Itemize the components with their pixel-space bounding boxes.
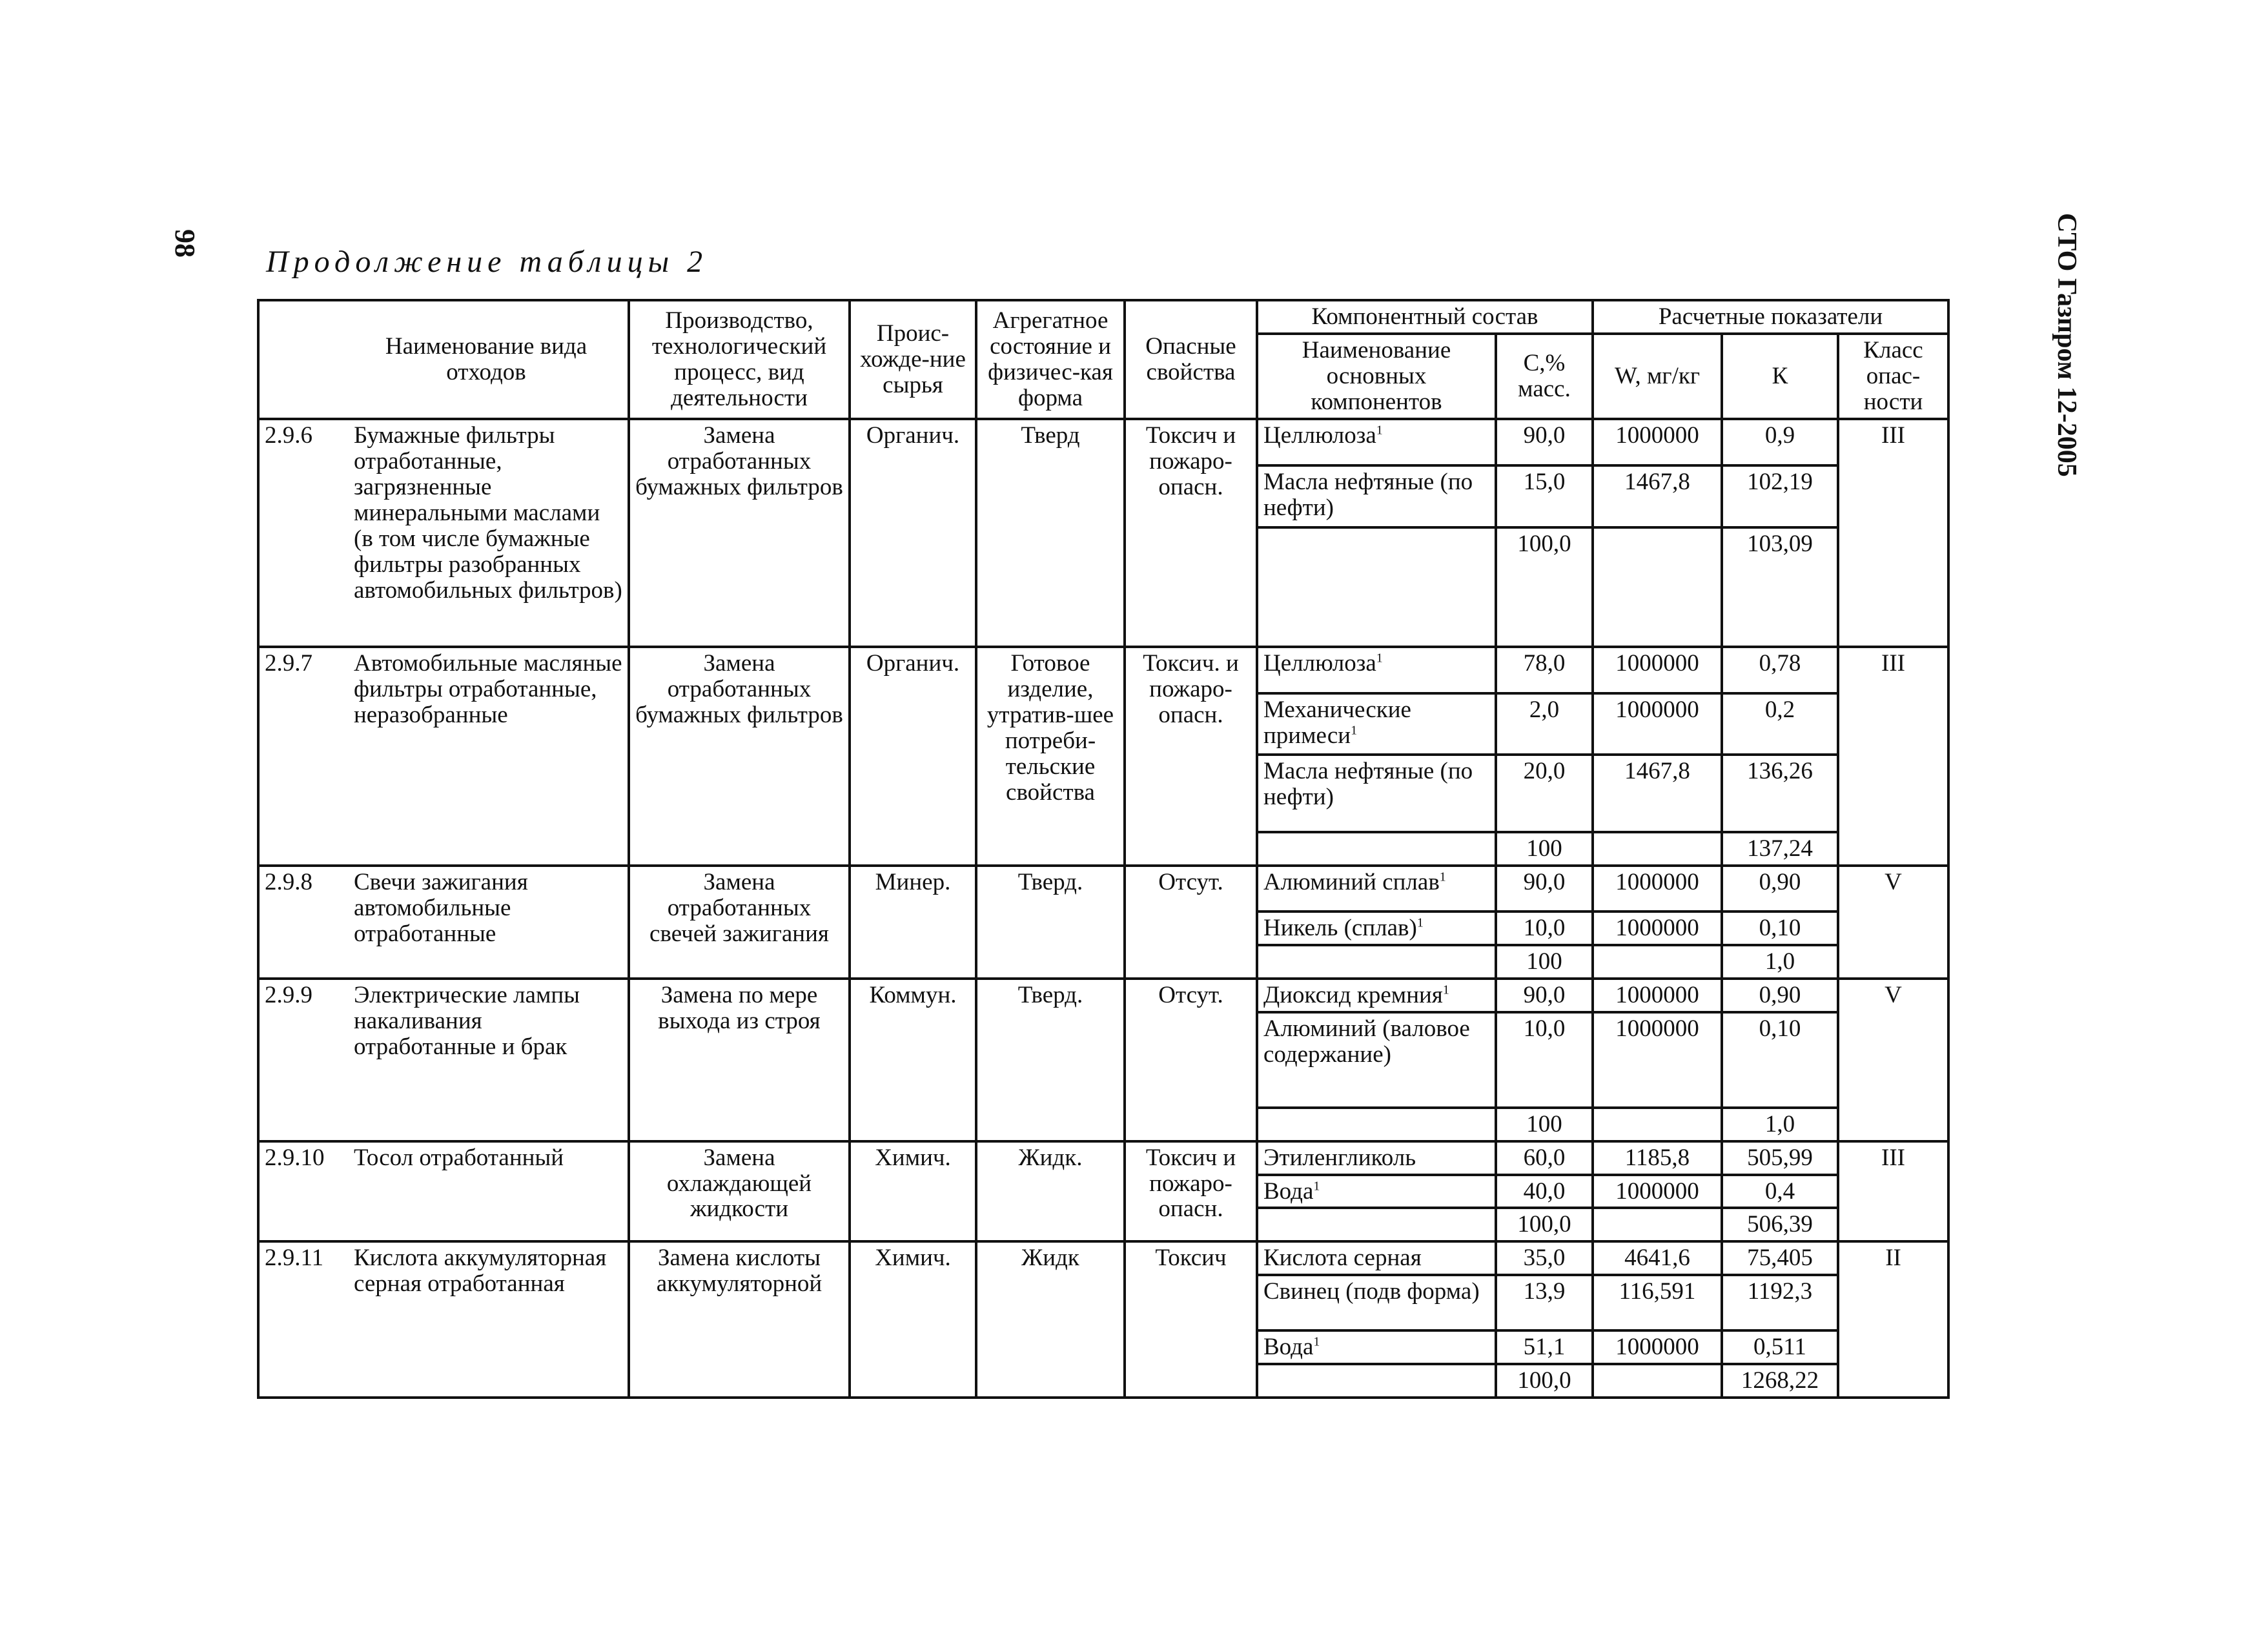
header-indicators: Расчетные показатели [1593, 300, 1948, 334]
concentration-cell: 78,0 [1496, 647, 1593, 693]
w-value-cell [1593, 1108, 1722, 1141]
component-name [1257, 866, 1496, 912]
waste-name: Свечи зажигания автомобильные отработанные [349, 866, 629, 979]
concentration-cell: 35,0 [1496, 1241, 1593, 1275]
waste-code: 2.9.8 [258, 866, 349, 979]
w-value-cell: 1467,8 [1593, 755, 1722, 832]
waste-process: Замена отработанных свечей зажигания [629, 866, 850, 979]
aggregate-state: Тверд [976, 419, 1125, 647]
document-code: СТО Газпром 12-2005 [2052, 213, 2081, 477]
component-name [1257, 945, 1496, 979]
w-value-cell: 1000000 [1593, 693, 1722, 755]
concentration-cell: 90,0 [1496, 419, 1593, 465]
table-row [258, 647, 1948, 693]
k-value-cell: 137,24 [1722, 832, 1838, 866]
w-value-cell: 1000000 [1593, 1330, 1722, 1364]
table-row [258, 979, 1948, 1012]
component-name [1257, 1175, 1496, 1208]
component-name [1257, 1141, 1496, 1175]
w-value-cell [1593, 1364, 1722, 1398]
component-name [1257, 1012, 1496, 1108]
table-row [258, 1241, 1948, 1275]
aggregate-state: Тверд. [976, 979, 1125, 1141]
w-value-cell: 4641,6 [1593, 1241, 1722, 1275]
component-name [1257, 1208, 1496, 1241]
raw-origin: Химич. [850, 1141, 976, 1242]
hazard-properties: Отсут. [1125, 979, 1257, 1141]
header-k: К [1722, 334, 1838, 419]
hazard-properties: Отсут. [1125, 866, 1257, 979]
header-composition: Компонентный состав [1257, 300, 1593, 334]
footnote-mark: 1 [1313, 1179, 1320, 1194]
header-hazard: Опасные свойства [1125, 300, 1257, 419]
waste-code: 2.9.7 [258, 647, 349, 866]
footnote-mark: 1 [1351, 723, 1358, 738]
waste-process: Замена кислоты аккумуляторной [629, 1241, 850, 1398]
footnote-mark: 1 [1416, 915, 1424, 930]
header-w: W, мг/кг [1593, 334, 1722, 419]
component-name-text: Свинец (подв форма) [1263, 1278, 1480, 1305]
component-name [1257, 1241, 1496, 1275]
component-name [1257, 1330, 1496, 1364]
hazard-class: II [1838, 1241, 1948, 1398]
w-value-cell [1593, 945, 1722, 979]
component-name-text: Целлюлоза [1263, 649, 1376, 677]
w-value-cell: 1000000 [1593, 1175, 1722, 1208]
component-name-text: Никель (сплав) [1263, 914, 1417, 941]
k-value-cell: 1,0 [1722, 1108, 1838, 1141]
concentration-cell: 100 [1496, 1108, 1593, 1141]
concentration-cell: 90,0 [1496, 866, 1593, 912]
table-body [258, 419, 1948, 1398]
concentration-cell: 100,0 [1496, 527, 1593, 647]
hazard-properties: Токсич. и пожаро-опасн. [1125, 647, 1257, 866]
waste-name: Электрические лампы накаливания отработанные и брак [349, 979, 629, 1141]
table-row [258, 1141, 1948, 1175]
header-component: Наименование основных компонентов [1257, 334, 1496, 419]
component-name-text: Вода [1263, 1334, 1314, 1361]
component-name [1257, 1364, 1496, 1398]
page-number: 98 [169, 229, 201, 258]
footnote-mark: 1 [1439, 870, 1446, 884]
hazard-class: III [1838, 647, 1948, 866]
component-name [1257, 1108, 1496, 1141]
w-value-cell: 1000000 [1593, 1012, 1722, 1108]
k-value-cell: 1268,22 [1722, 1364, 1838, 1398]
concentration-cell: 51,1 [1496, 1330, 1593, 1364]
footnote-mark: 1 [1313, 1335, 1320, 1350]
k-value-cell: 1192,3 [1722, 1275, 1838, 1330]
k-value-cell: 75,405 [1722, 1241, 1838, 1275]
k-value-cell: 0,4 [1722, 1175, 1838, 1208]
hazard-class: III [1838, 1141, 1948, 1242]
component-name [1257, 527, 1496, 647]
w-value-cell [1593, 1208, 1722, 1241]
header-state: Агрегатное состояние и физичес-кая форма [976, 300, 1125, 419]
component-name [1257, 647, 1496, 693]
hazard-properties: Токсич и пожаро-опасн. [1125, 1141, 1257, 1242]
concentration-cell: 10,0 [1496, 912, 1593, 945]
component-name [1257, 979, 1496, 1012]
aggregate-state: Жидк [976, 1241, 1125, 1398]
concentration-cell: 10,0 [1496, 1012, 1593, 1108]
aggregate-state: Тверд. [976, 866, 1125, 979]
header-origin: Проис-хожде-ние сырья [850, 300, 976, 419]
raw-origin: Коммун. [850, 979, 976, 1141]
header-row-1 [258, 300, 1948, 334]
concentration-cell: 100,0 [1496, 1364, 1593, 1398]
w-value-cell: 1185,8 [1593, 1141, 1722, 1175]
k-value-cell: 0,78 [1722, 647, 1838, 693]
concentration-cell: 90,0 [1496, 979, 1593, 1012]
table-caption: Продолжение таблицы 2 [266, 245, 708, 279]
raw-origin: Минер. [850, 866, 976, 979]
k-value-cell: 103,09 [1722, 527, 1838, 647]
component-name-text: Диоксид кремния [1263, 981, 1443, 1008]
raw-origin: Органич. [850, 647, 976, 866]
table-row [258, 866, 1948, 912]
waste-process: Замена отработанных бумажных фильтров [629, 647, 850, 866]
component-name [1257, 755, 1496, 832]
concentration-cell: 13,9 [1496, 1275, 1593, 1330]
waste-name: Тосол отработанный [349, 1141, 629, 1242]
waste-process: Замена отработанных бумажных фильтров [629, 419, 850, 647]
aggregate-state: Готовое изделие, утратив-шее потреби-тельские свойства [976, 647, 1125, 866]
hazard-class: III [1838, 419, 1948, 647]
w-value-cell: 1000000 [1593, 419, 1722, 465]
k-value-cell: 0,90 [1722, 866, 1838, 912]
concentration-cell: 40,0 [1496, 1175, 1593, 1208]
hazard-properties: Токсич и пожаро-опасн. [1125, 419, 1257, 647]
k-value-cell: 0,10 [1722, 912, 1838, 945]
table-row [258, 419, 1948, 465]
k-value-cell: 0,90 [1722, 979, 1838, 1012]
k-value-cell: 506,39 [1722, 1208, 1838, 1241]
waste-code: 2.9.9 [258, 979, 349, 1141]
component-name-text: Целлюлоза [1263, 422, 1376, 449]
w-value-cell [1593, 527, 1722, 647]
w-value-cell: 1467,8 [1593, 465, 1722, 527]
component-name-text: Вода [1263, 1177, 1314, 1205]
k-value-cell: 505,99 [1722, 1141, 1838, 1175]
w-value-cell: 1000000 [1593, 912, 1722, 945]
w-value-cell [1593, 832, 1722, 866]
component-name-text: Масла нефтяные (по нефти) [1263, 468, 1473, 521]
component-name [1257, 465, 1496, 527]
hazard-class: V [1838, 866, 1948, 979]
waste-process: Замена охлаждающей жидкости [629, 1141, 850, 1242]
aggregate-state: Жидк. [976, 1141, 1125, 1242]
waste-code: 2.9.10 [258, 1141, 349, 1242]
component-name-text: Кислота серная [1263, 1245, 1422, 1272]
concentration-cell: 100,0 [1496, 1208, 1593, 1241]
k-value-cell: 0,10 [1722, 1012, 1838, 1108]
waste-process: Замена по мере выхода из строя [629, 979, 850, 1141]
w-value-cell: 1000000 [1593, 979, 1722, 1012]
component-name [1257, 693, 1496, 755]
component-name-text: Этиленгликоль [1263, 1144, 1416, 1171]
component-name [1257, 832, 1496, 866]
footnote-mark: 1 [1376, 651, 1383, 666]
w-value-cell: 116,591 [1593, 1275, 1722, 1330]
waste-name: Автомобильные масляные фильтры отработанные, неразобранные [349, 647, 629, 866]
raw-origin: Органич. [850, 419, 976, 647]
concentration-cell: 100 [1496, 945, 1593, 979]
header-name: Наименование вида отходов [258, 300, 629, 419]
w-value-cell: 1000000 [1593, 866, 1722, 912]
k-value-cell: 102,19 [1722, 465, 1838, 527]
hazard-class: V [1838, 979, 1948, 1141]
component-name [1257, 912, 1496, 945]
concentration-cell: 2,0 [1496, 693, 1593, 755]
component-name-text: Механические примеси [1263, 696, 1411, 749]
concentration-cell: 15,0 [1496, 465, 1593, 527]
footnote-mark: 1 [1442, 983, 1449, 997]
concentration-cell: 60,0 [1496, 1141, 1593, 1175]
waste-table [257, 299, 1950, 1399]
component-name-text: Масла нефтяные (по нефти) [1263, 757, 1473, 810]
component-name [1257, 1275, 1496, 1330]
concentration-cell: 20,0 [1496, 755, 1593, 832]
k-value-cell: 0,2 [1722, 693, 1838, 755]
header-class: Класс опас-ности [1838, 334, 1948, 419]
component-name-text: Алюминий сплав [1263, 868, 1440, 895]
waste-name: Бумажные фильтры отработанные, загрязненные минеральными маслами (в том числе бумажные фильтры разобранных автомобильных фильтров) [349, 419, 629, 647]
k-value-cell: 1,0 [1722, 945, 1838, 979]
w-value-cell: 1000000 [1593, 647, 1722, 693]
footnote-mark: 1 [1376, 423, 1383, 438]
k-value-cell: 0,511 [1722, 1330, 1838, 1364]
component-name [1257, 419, 1496, 465]
k-value-cell: 136,26 [1722, 755, 1838, 832]
header-process: Производство, технологический процесс, вид деятельности [629, 300, 850, 419]
concentration-cell: 100 [1496, 832, 1593, 866]
waste-code: 2.9.6 [258, 419, 349, 647]
raw-origin: Химич. [850, 1241, 976, 1398]
waste-name: Кислота аккумуляторная серная отработанная [349, 1241, 629, 1398]
header-conc: С,% масс. [1496, 334, 1593, 419]
waste-code: 2.9.11 [258, 1241, 349, 1398]
hazard-properties: Токсич [1125, 1241, 1257, 1398]
k-value-cell: 0,9 [1722, 419, 1838, 465]
component-name-text: Алюминий (валовое содержание) [1263, 1015, 1470, 1068]
